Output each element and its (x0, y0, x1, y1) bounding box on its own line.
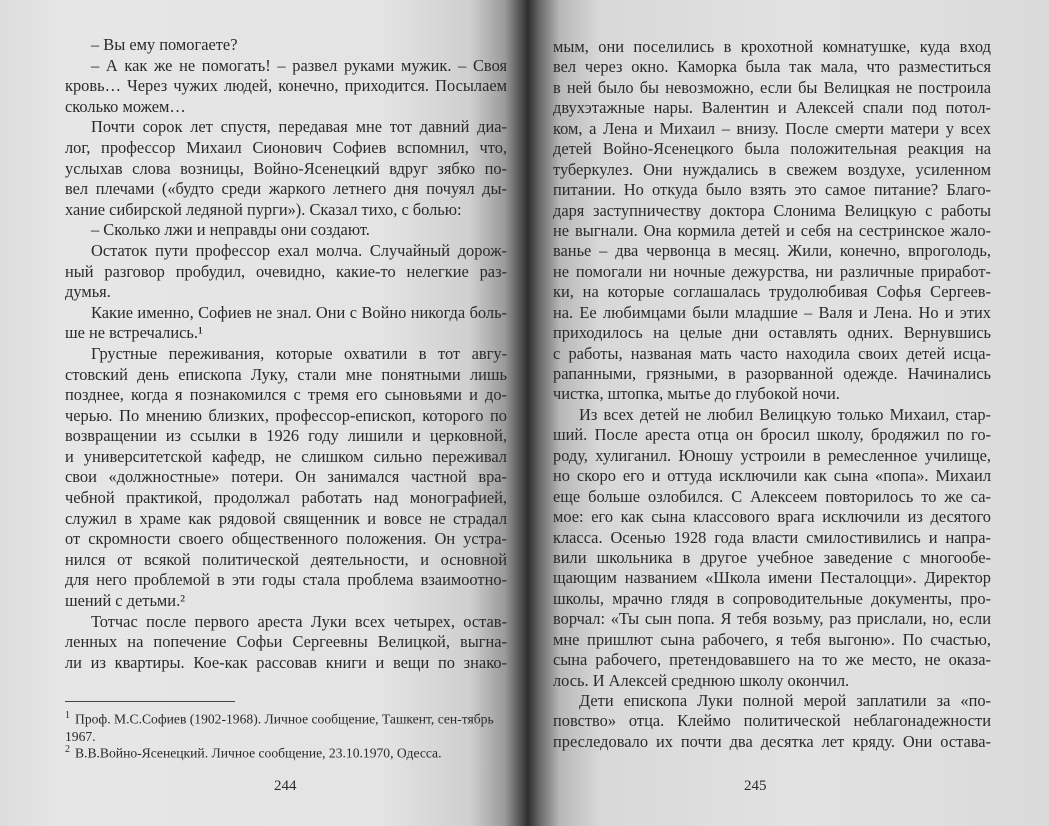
text-line: вили школьника в другое учебное заведение с многообе- (553, 547, 991, 567)
text-line: Остаток пути профессор ехал молча. Случайный дорож- (91, 240, 507, 260)
text-line: возвращении из ссылки в 1926 году лишили и церковной, (65, 426, 507, 446)
text-line: хание сибирской ледяной пурги»). Сказал тихо, с болью: (65, 199, 462, 219)
footnote-mark: 1 (65, 710, 70, 721)
text-line: лось. И Алексей среднюю школу окончил. (553, 670, 850, 690)
text-line: стовский день епископа Луку, стали мне понятными лишь (65, 364, 507, 384)
text-line: – А как же не помогать! – развел руками мужик. – Своя (91, 55, 507, 75)
text-line: вел через окно. Каморка была так мала, что разместиться (553, 57, 991, 77)
text-line: мне пришлют сына рабочего, я тебя выгоню». По счастью, (553, 629, 991, 649)
left-page-text (65, 35, 507, 673)
text-line: ший. После ареста отца он бросил школу, бродяжил по го- (553, 425, 991, 445)
text-line: преследовало их почти два десятка лет кряду. Они остава- (553, 731, 991, 751)
text-line: кровь… Через чужих людей, конечно, приходится. Посылаем (65, 76, 507, 96)
text-line: Тотчас после первого ареста Луки всех четырех, остав- (91, 611, 507, 631)
text-line: щающим названием «Школа имени Песталоцци». Директор (553, 568, 991, 588)
text-line: для него проблемой в эти годы стала проблема взаимоотно- (65, 570, 507, 590)
text-line: Какие именно, Софиев не знал. Они с Войно никогда боль- (91, 302, 507, 322)
page-number-left: 244 (274, 778, 297, 794)
text-line: рапанными, грязными, в разорванной одежде. Начинались (553, 364, 991, 383)
text-line: ворчал: «Ты сын попа. Я тебя возьму, раз прислали, но, если (553, 609, 991, 629)
text-line: двухэтажные нары. Валентин и Алексей спали под потол- (553, 98, 991, 118)
text-line: мым, они поселились в крохотной комнатушке, куда вход (553, 37, 991, 56)
footnote-text: В.В.Войно-Ясенецкий. Личное сообщение, 23.10.1970, Одесса. (75, 745, 442, 761)
text-line: в ней было бы невозможно, если бы Велицкая не построила (553, 77, 991, 97)
text-line: не помогали ни ночные дежурства, ни различные приработ- (553, 261, 991, 281)
footnote-divider (65, 701, 235, 702)
text-line: ленных на попечение Софьи Сергеевны Велицкой, выгна- (65, 632, 507, 652)
text-line: еще больше озлобился. С Алексеем повторилось то же са- (553, 486, 991, 506)
text-line: мое: его как сына классового врага исключили из десятого (553, 507, 991, 527)
text-line: ком, а Лена и Михаил – внизу. После смерти матери у всех (553, 118, 991, 138)
text-line: Почти сорок лет спустя, передавая мне тот давний диа- (91, 117, 507, 137)
text-line: повство» отца. Клеймо политической неблагонадежности (553, 711, 991, 731)
footnote-mark: 2 (65, 744, 70, 755)
text-line: черью. По мнению близких, профессор-епископ, которого по (65, 405, 507, 425)
text-line: ше не встречались.¹ (65, 323, 203, 343)
text-line: – Вы ему помогаете? (91, 35, 238, 54)
text-line: ки, на которые соглашалась трудолюбивая Софья Сергеев- (553, 282, 991, 302)
text-line: думья. (65, 282, 111, 302)
text-line: роду, хулиганил. Юношу устроили в ремесленное училище, (553, 445, 991, 465)
text-line: и университетской кафедр, не слишком сильно переживал (65, 446, 507, 466)
footnote-2 (65, 741, 505, 762)
text-line: туберкулез. Они нуждались в свежем воздухе, усиленном (553, 159, 991, 179)
text-line: сына рабочего, претендовавшего на то же место, не оказа- (553, 650, 991, 670)
text-line: но скоро его и оттуда исключили как сына «попа». Михаил (553, 466, 991, 486)
text-line: служил в храме как рядовой священник и вовсе не страдал (65, 508, 507, 528)
text-line: нился от всякой политической деятельности, и основной (65, 549, 507, 569)
text-line: от скромности своего общественного положения. Он устра- (65, 529, 507, 549)
text-line: не выгнали. Она кормила детей и себя на сестринское жало- (553, 220, 991, 240)
text-line: Дети епископа Луки полной мерой заплатили за «по- (579, 691, 991, 710)
text-line: класса. Осенью 1928 года власти смилостивились и напра- (553, 527, 991, 547)
text-line: школы, мрачно глядя в сопроводительные документы, про- (553, 588, 991, 608)
right-page-text (553, 37, 991, 752)
text-line: чистка, штопка, мытье до глубокой ночи. (553, 384, 840, 404)
text-line: услыхав слова возницы, Войно-Ясенецкий вдруг зябко по- (65, 158, 507, 178)
text-line: приходилось на целые дни оставлять одних. Вернувшись (553, 323, 991, 343)
footnote-1 (65, 707, 505, 745)
text-line: с работы, названая мать часто находила своих детей исца- (553, 343, 991, 363)
text-line: на. Ее любимцами были младшие – Валя и Лена. Но и этих (553, 302, 991, 322)
text-line: даря заступничеству доктора Слонима Велицкую с работы (553, 200, 991, 220)
text-line: шений с детьми.² (65, 591, 186, 611)
text-line: вел плечами («будто среди жаркого летнего дня почуял ды- (65, 179, 507, 199)
text-line: Из всех детей не любил Велицкую только Михаил, стар- (579, 404, 991, 424)
text-line: – Сколько лжи и неправды они создают. (91, 220, 370, 240)
text-line: свои «должностные» потери. Он занимался частной вра- (65, 467, 507, 487)
page-number-right: 245 (744, 778, 767, 794)
text-line: сколько можем… (65, 96, 186, 116)
text-line: ный разговор пробудил, очевидно, какие-то нелегкие раз- (65, 261, 507, 281)
text-line: чебной практикой, продолжал работать над монографией, (65, 488, 507, 508)
text-line: ванье – два червонца в месяц. Жили, конечно, впроголодь, (553, 241, 991, 261)
text-line: ли из квартиры. Кое-как рассовав книги и вещи по знако- (65, 652, 507, 672)
text-line: позднее, когда я познакомился с тремя его сыновьями и до- (65, 385, 507, 405)
text-line: Грустные переживания, которые охватили в тот авгу- (91, 343, 507, 363)
text-line: питании. Но откуда было взять это самое питание? Благо- (553, 180, 991, 200)
footnote-text: Проф. М.С.Софиев (1902-1968). Личное сообщение, Ташкент, сен-тябрь 1967. (65, 711, 494, 744)
text-line: лог, профессор Михаил Сионович Софиев вспомнил, что, (65, 137, 507, 157)
text-line: детей Войно-Ясенецкого была положительная реакция на (553, 139, 991, 159)
